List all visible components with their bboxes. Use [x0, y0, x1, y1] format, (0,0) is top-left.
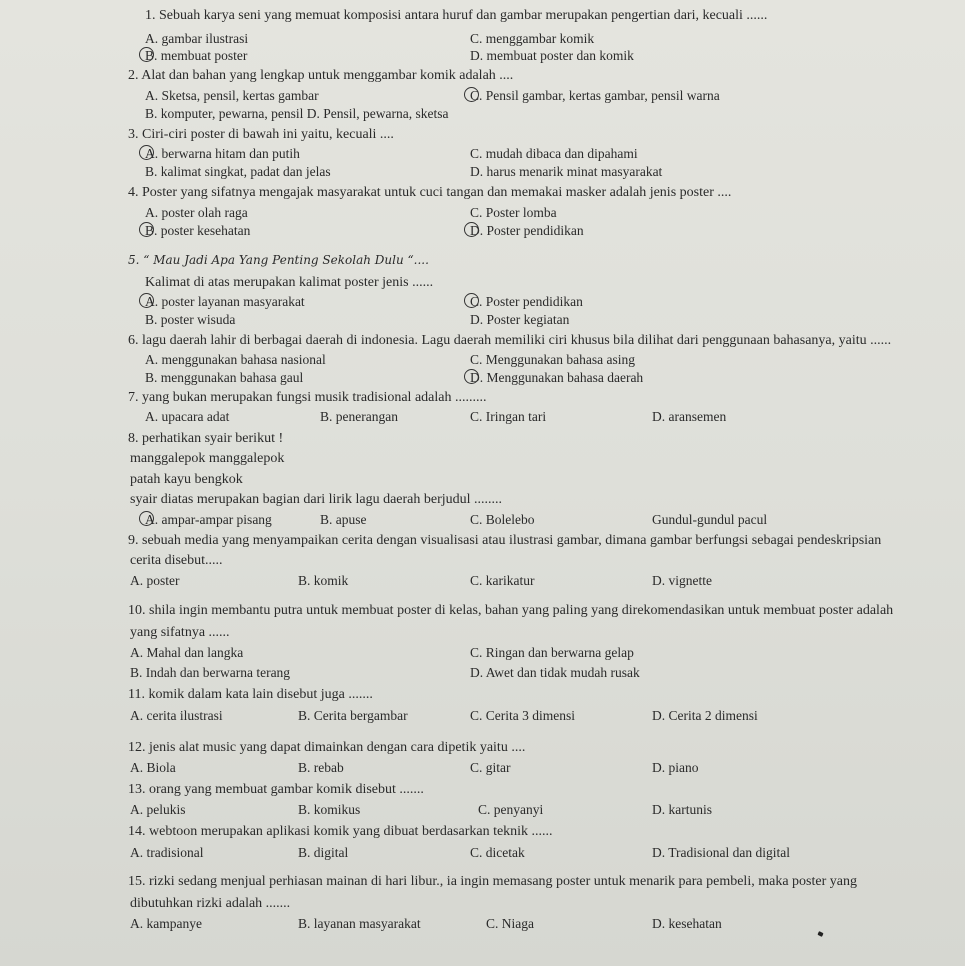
question-10-cont: yang sifatnya ...... — [130, 625, 230, 640]
q9-option-c: C. karikatur — [470, 573, 535, 588]
answer-circle-icon — [139, 222, 154, 237]
q10-option-b: B. Indah dan berwarna terang — [130, 665, 291, 680]
q12-option-c: C. gitar — [470, 760, 511, 775]
q8-option-d: Gundul-gundul pacul — [652, 512, 768, 527]
q15-option-a: A. kampanye — [130, 916, 202, 931]
q13-option-c: C. penyanyi — [478, 802, 544, 817]
q9-option-d: D. vignette — [652, 573, 712, 588]
question-3: 3. Ciri-ciri poster di bawah ini yaitu, kecuali .... — [128, 127, 394, 142]
q2-option-a: A. Sketsa, pensil, kertas gambar — [145, 88, 319, 103]
answer-circle-icon — [139, 293, 154, 308]
q5-option-b: B. poster wisuda — [145, 312, 236, 327]
q6-option-d: D. Menggunakan bahasa daerah — [470, 370, 644, 385]
q13-option-b: B. komikus — [298, 802, 361, 817]
question-8: 8. perhatikan syair berikut ! — [128, 431, 284, 446]
question-5-prompt: Kalimat di atas merupakan kalimat poster jenis ...... — [145, 275, 434, 290]
q12-option-d: D. piano — [652, 760, 699, 775]
question-2: 2. Alat dan bahan yang lengkap untuk menggambar komik adalah .... — [128, 68, 514, 83]
question-9: 9. sebuah media yang menyampaikan cerita dengan visualisasi atau ilustrasi gambar, dimana gambar berfungsi sebagai pendeskripsian — [128, 533, 882, 548]
question-15: 15. rizki sedang menjual perhiasan mainan di hari libur., ia ingin memasang poster untuk menarik para pembeli, maka poster yang — [128, 874, 857, 889]
answer-circle-icon — [464, 87, 479, 102]
question-7: 7. yang bukan merupakan fungsi musik tradisional adalah ......... — [128, 390, 487, 405]
q11-option-a: A. cerita ilustrasi — [130, 708, 223, 723]
answer-circle-icon — [464, 369, 479, 384]
q15-option-c: C. Niaga — [486, 916, 534, 931]
question-11: 11. komik dalam kata lain disebut juga ....... — [128, 687, 373, 702]
q8-lyric-2: patah kayu bengkok — [130, 472, 243, 487]
question-10: 10. shila ingin membantu putra untuk membuat poster di kelas, bahan yang paling yang direkomendasikan untuk membuat poster adalah — [128, 603, 894, 618]
q11-option-b: B. Cerita bergambar — [298, 708, 408, 723]
q14-option-a: A. tradisional — [130, 845, 204, 860]
q3-option-a: A. berwarna hitam dan putih — [145, 146, 300, 161]
q7-option-c: C. Iringan tari — [470, 409, 547, 424]
q15-option-d: D. kesehatan — [652, 916, 722, 931]
q8-option-b: B. apuse — [320, 512, 367, 527]
q10-option-d: D. Awet dan tidak mudah rusak — [470, 665, 640, 680]
q5-option-d: D. Poster kegiatan — [470, 312, 570, 327]
q15-option-b: B. layanan masyarakat — [298, 916, 421, 931]
ink-dot — [817, 931, 823, 937]
question-13: 13. orang yang membuat gambar komik disebut ....... — [128, 782, 424, 797]
answer-circle-icon — [464, 293, 479, 308]
q14-option-b: B. digital — [298, 845, 349, 860]
q2-option-c: C. Pensil gambar, kertas gambar, pensil warna — [470, 88, 720, 103]
q1-option-c: C. menggambar komik — [470, 31, 595, 46]
q10-option-c: C. Ringan dan berwarna gelap — [470, 645, 634, 660]
question-5: 5. “ Mau Jadi Apa Yang Penting Sekolah Dulu “.... — [128, 253, 429, 267]
question-12: 12. jenis alat music yang dapat dimainkan dengan cara dipetik yaitu .... — [128, 740, 526, 755]
q11-option-d: D. Cerita 2 dimensi — [652, 708, 758, 723]
q3-option-d: D. harus menarik minat masyarakat — [470, 164, 663, 179]
question-15-cont: dibutuhkan rizki adalah ....... — [130, 896, 291, 911]
q8-option-c: C. Bolelebo — [470, 512, 535, 527]
q14-option-d: D. Tradisional dan digital — [652, 845, 790, 860]
q4-option-a: A. poster olah raga — [145, 205, 248, 220]
question-4: 4. Poster yang sifatnya mengajak masyarakat untuk cuci tangan dan memakai masker adalah jenis poster .... — [128, 185, 732, 200]
q7-option-b: B. penerangan — [320, 409, 398, 424]
q1-option-d: D. membuat poster dan komik — [470, 48, 634, 63]
q9-option-a: A. poster — [130, 573, 180, 588]
q10-option-a: A. Mahal dan langka — [130, 645, 244, 660]
q5-option-c: C. Poster pendidikan — [470, 294, 583, 309]
q12-option-b: B. rebab — [298, 760, 344, 775]
q6-option-c: C. Menggunakan bahasa asing — [470, 352, 635, 367]
q8-prompt: syair diatas merupakan bagian dari lirik lagu daerah berjudul ........ — [130, 492, 503, 507]
question-14: 14. webtoon merupakan aplikasi komik yang dibuat berdasarkan teknik ...... — [128, 824, 553, 839]
q6-option-a: A. menggunakan bahasa nasional — [145, 352, 326, 367]
q14-option-c: C. dicetak — [470, 845, 525, 860]
q5-option-a: A. poster layanan masyarakat — [145, 294, 305, 309]
q3-option-b: B. kalimat singkat, padat dan jelas — [145, 164, 331, 179]
q8-option-a: A. ampar-ampar pisang — [145, 512, 272, 527]
q3-option-c: C. mudah dibaca dan dipahami — [470, 146, 638, 161]
q11-option-c: C. Cerita 3 dimensi — [470, 708, 575, 723]
answer-circle-icon — [139, 47, 154, 62]
question-9-cont: cerita disebut..... — [130, 553, 223, 568]
q4-option-b: B. poster kesehatan — [145, 223, 251, 238]
answer-circle-icon — [139, 511, 154, 526]
question-1: 1. Sebuah karya seni yang memuat komposisi antara huruf dan gambar merupakan pengertian dari, kecuali ...... — [145, 8, 768, 23]
q7-option-a: A. upacara adat — [145, 409, 230, 424]
q2-option-b-d: B. komputer, pewarna, pensil D. Pensil, pewarna, sketsa — [145, 106, 449, 121]
q4-option-d: D. Poster pendidikan — [470, 223, 584, 238]
q8-lyric-1: manggalepok manggalepok — [130, 451, 285, 466]
answer-circle-icon — [139, 145, 154, 160]
q9-option-b: B. komik — [298, 573, 349, 588]
q12-option-a: A. Biola — [130, 760, 176, 775]
q13-option-d: D. kartunis — [652, 802, 712, 817]
q1-option-a: A. gambar ilustrasi — [145, 31, 249, 46]
q4-option-c: C. Poster lomba — [470, 205, 557, 220]
question-6: 6. lagu daerah lahir di berbagai daerah di indonesia. Lagu daerah memiliki ciri khusus bila dilihat dari penggunaan bahasanya, yaitu ...... — [128, 333, 892, 348]
answer-circle-icon — [464, 222, 479, 237]
q7-option-d: D. aransemen — [652, 409, 727, 424]
q1-option-b: B. membuat poster — [145, 48, 248, 63]
q6-option-b: B. menggunakan bahasa gaul — [145, 370, 304, 385]
q13-option-a: A. pelukis — [130, 802, 186, 817]
